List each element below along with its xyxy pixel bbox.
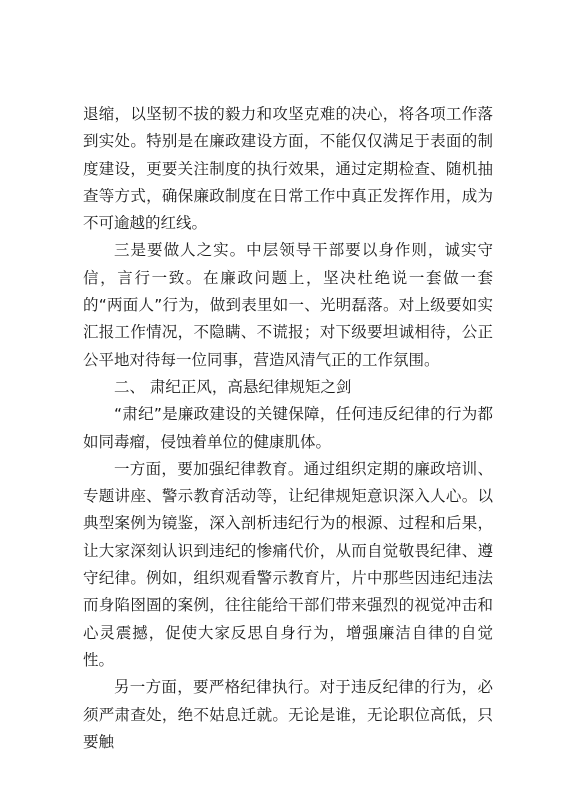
paragraph-point-three: 三是要做人之实。中层领导干部要以身作则，诚实守信，言行一致。在廉政问题上，坚决杜绝说一套做一套的“两面人”行为，做到表里如一、光明磊落。对上级要如实汇报工作情况，不隐瞒、不谎报；对下级要坦诚相待，公正公平地对待每一位同事，营造风清气正的工作氛围。 [83, 241, 493, 369]
section-heading: 二、 肃纪正风，高悬纪律规矩之剑 [114, 377, 352, 396]
paragraph-discipline-education: 一方面，要加强纪律教育。通过组织定期的廉政培训、专题讲座、警示教育活动等，让纪律规矩意识深入人心。以典型案例为镜鉴，深入剖析违纪行为的根源、过程和后果，让大家深刻认识到违纪的惨痛代价，从而自觉敬畏纪律、遵守纪律。例如，组织观看警示教育片，片中那些因违纪违法而身陷囹圄的案例，往往能给干部们带来强烈的视觉冲击和心灵震撼，促使大家反思自身行为，增强廉洁自律的自觉性。 [83, 459, 493, 669]
document-body [83, 101, 493, 756]
paragraph-discipline-intro: “肃纪”是廉政建设的关键保障，任何违反纪律的行为都如同毒瘤，侵蚀着单位的健康肌体。 [83, 405, 493, 451]
paragraph-continuation: 退缩，以坚韧不拔的毅力和攻坚克难的决心，将各项工作落到实处。特别是在廉政建设方面，不能仅仅满足于表面的制度建设，更要关注制度的执行效果，通过定期检查、随机抽查等方式，确保廉政制度在日常工作中真正发挥作用，成为不可逾越的红线。 [83, 105, 493, 233]
paragraph-discipline-enforcement: 另一方面，要严格纪律执行。对于违反纪律的行为，必须严肃查处，绝不姑息迁就。无论是谁，无论职位高低，只要触 [83, 678, 493, 751]
